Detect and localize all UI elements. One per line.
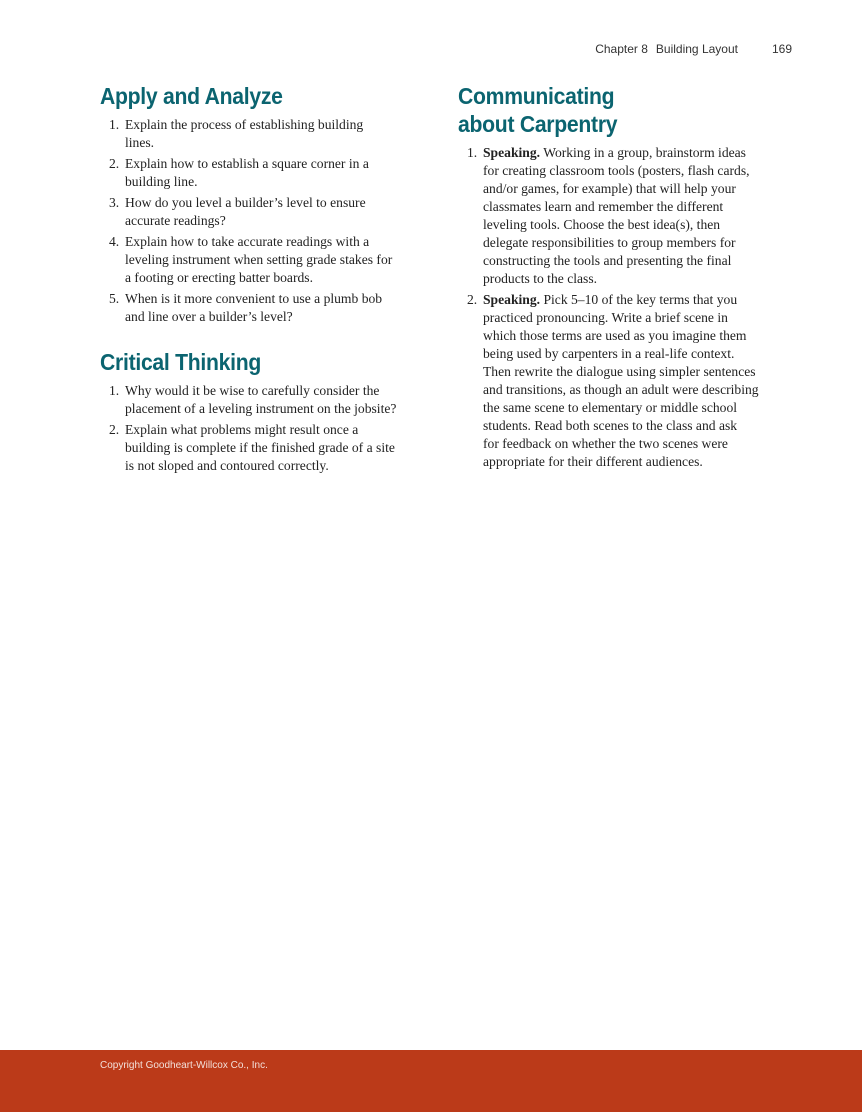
item-number: 1. [467,145,478,160]
item-line: Explain the process of establishing building [125,117,364,132]
communicating-heading [458,82,771,138]
item-line: for creating classroom tools (posters, flash cards, [483,163,750,178]
item-line [483,291,798,309]
item-line: leveling tools. Choose the best idea(s), then [483,217,721,232]
list-item [100,382,435,418]
list-item [458,291,798,471]
item-line: classmates learn and remember the different [483,199,724,214]
chapter-title: Building Layout [655,42,738,56]
list-item [100,194,435,230]
item-line: practiced pronouncing. Write a brief scene in [483,310,728,325]
item-line: and/or games, for example) that will help your [483,181,736,196]
item-line: Explain how to establish a square corner in a [125,156,369,171]
chapter-number: Chapter 8 [595,42,648,56]
list-item [458,144,798,288]
copyright: Copyright Goodheart-Willcox Co., Inc. [100,1060,268,1071]
communicating-list [458,144,798,471]
footer-bar [0,1050,862,1112]
item-line: the same scene to elementary or middle school [483,400,738,415]
item-line: delegate responsibilities to group members for [483,235,736,250]
list-item [100,233,435,287]
item-line: a footing or erecting batter boards. [125,270,313,285]
item-line: for feedback on whether the two scenes were [483,436,728,451]
item-text: Working in a group, brainstorm ideas [540,145,746,160]
item-line: and line over a builder’s level? [125,309,293,324]
item-line: accurate readings? [125,213,226,228]
heading-line: Communicating [458,83,615,109]
item-line: Explain what problems might result once a [125,422,359,437]
page-number: 169 [771,42,792,56]
item-number: 1. [109,383,120,398]
item-line: placement of a leveling instrument on the jobsite? [125,401,397,416]
item-line: building is complete if the finished grade of a site [125,440,395,455]
item-lead: Speaking. [483,292,541,307]
item-number: 2. [109,156,120,171]
list-item [100,116,435,152]
critical-thinking-heading: Critical Thinking [100,349,262,375]
list-item [100,421,435,475]
item-line: leveling instrument when setting grade stakes for [125,252,393,267]
item-line: constructing the tools and presenting the final [483,253,732,268]
item-line: How do you level a builder’s level to ensure [125,195,366,210]
item-line: products to the class. [483,271,598,286]
right-column [458,82,798,493]
list-item [100,290,435,326]
item-line: is not sloped and contoured correctly. [125,458,329,473]
item-text: Pick 5–10 of the key terms that you [540,292,738,307]
item-line: Explain how to take accurate readings with a [125,234,370,249]
item-line: Then rewrite the dialogue using simpler sentences [483,364,756,379]
list-item [100,155,435,191]
item-line [483,144,798,162]
item-line: being used by carpenters in a real-life context. [483,346,735,361]
item-number: 2. [109,422,120,437]
item-number: 1. [109,117,120,132]
apply-analyze-heading: Apply and Analyze [100,83,283,109]
item-line: building line. [125,174,198,189]
critical-thinking-list [100,382,435,475]
apply-analyze-list [100,116,435,326]
item-line: When is it more convenient to use a plumb bob [125,291,383,306]
left-column [100,82,435,497]
item-lead: Speaking. [483,145,541,160]
item-number: 5. [109,291,120,306]
item-number: 4. [109,234,120,249]
item-number: 2. [467,292,478,307]
item-line: students. Read both scenes to the class and ask [483,418,738,433]
item-line: and transitions, as though an adult were describing [483,382,759,397]
item-line: appropriate for their different audiences. [483,454,703,469]
running-header [587,42,792,56]
item-number: 3. [109,195,120,210]
item-line: lines. [125,135,155,150]
item-line: which those terms are used as you imagine them [483,328,747,343]
item-line: Why would it be wise to carefully consider the [125,383,380,398]
heading-line: about Carpentry [458,111,618,137]
